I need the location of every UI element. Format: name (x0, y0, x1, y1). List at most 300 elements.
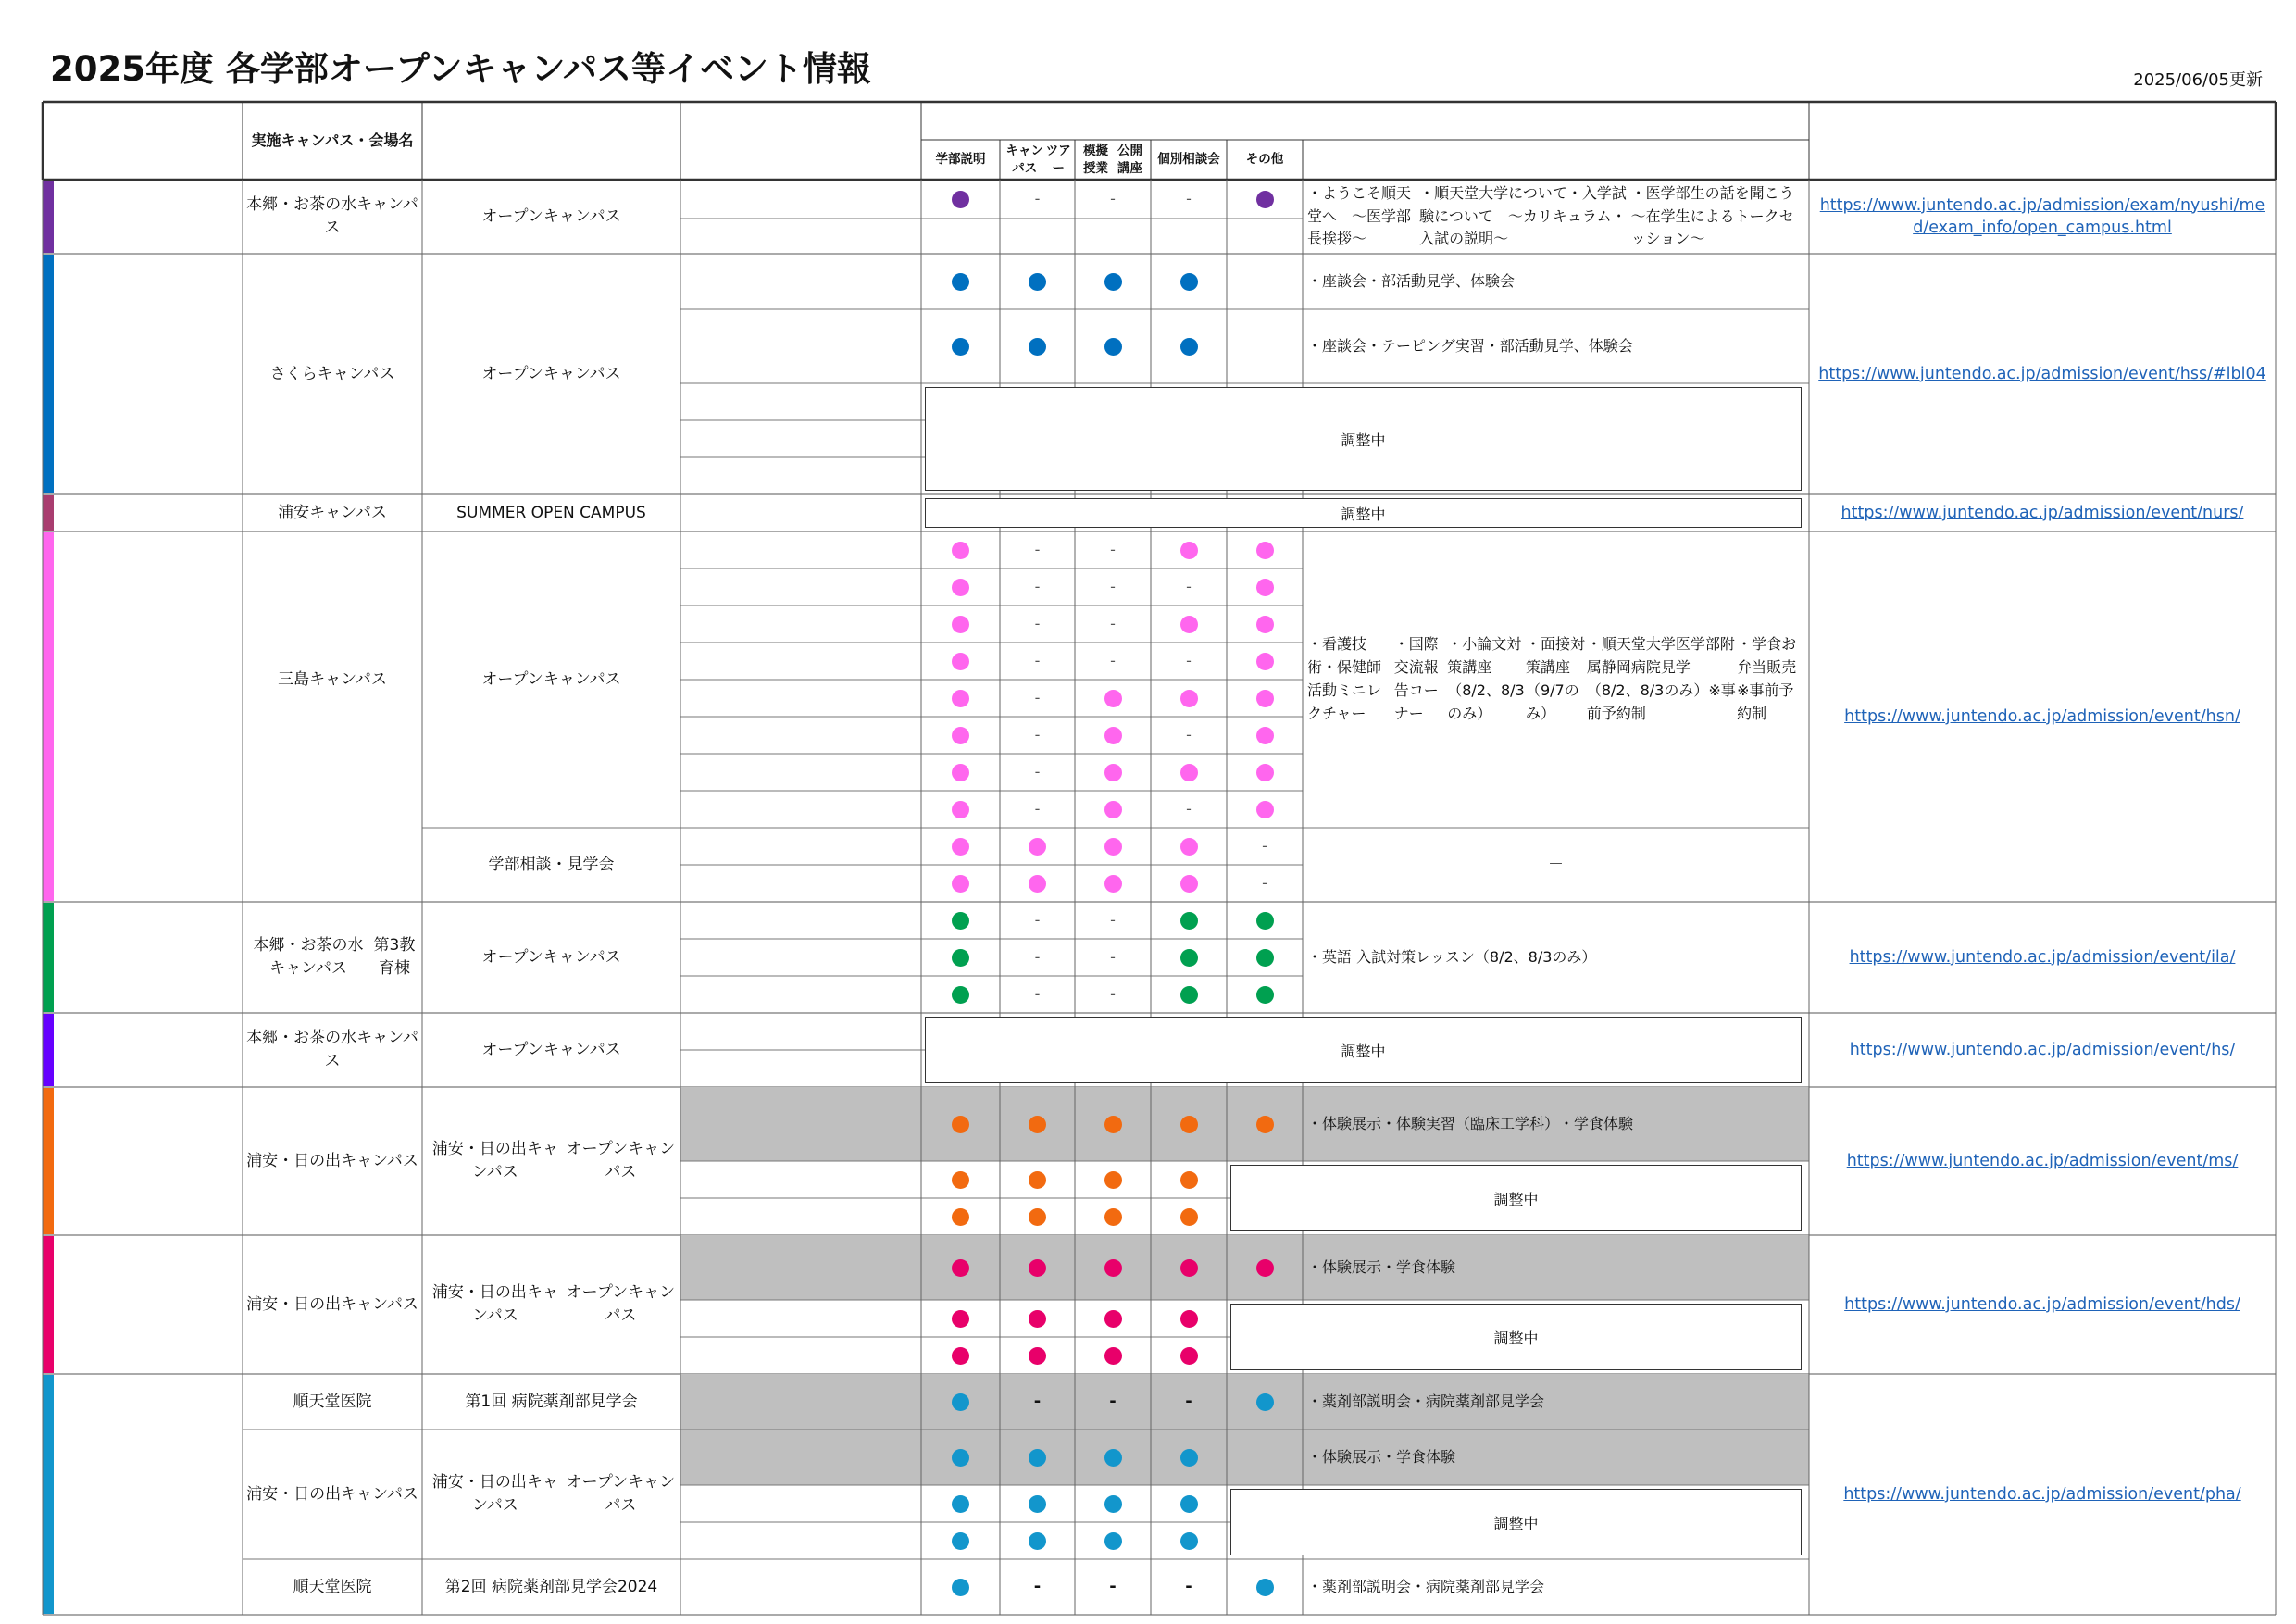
date-cell (680, 828, 921, 865)
event-line: オープンキャンパス (566, 1283, 676, 1325)
pending-notice: 調整中 (925, 1017, 1802, 1083)
program-cell (921, 717, 1000, 754)
program-dot-icon (952, 1532, 969, 1550)
event-cell (422, 531, 680, 828)
program-cell (1000, 902, 1075, 939)
program-dash: - (1186, 726, 1192, 744)
program-detail-cell (1303, 254, 1809, 309)
program-cell (1151, 1235, 1227, 1300)
faculty-color-bar (43, 1088, 54, 1234)
faculty-link-cell (1809, 254, 2276, 494)
program-dot-icon (952, 1449, 969, 1467)
program-detail-line: ・座談会 (1307, 336, 1367, 355)
date-cell (680, 219, 921, 254)
program-dot-icon (1180, 1310, 1198, 1328)
program-detail-line: ・学食お弁当販売 ※事前予約制 (1737, 635, 1797, 722)
program-detail-cell (1303, 1559, 1809, 1615)
program-detail-line: ・テーピング実習 (1366, 336, 1485, 355)
program-cell (921, 643, 1000, 680)
date-cell (680, 254, 921, 309)
faculty-link-cell (1809, 1374, 2276, 1615)
faculty-color-bar (43, 1014, 54, 1086)
date-cell (680, 1559, 921, 1615)
date-cell (680, 939, 921, 976)
program-dot-icon (1029, 273, 1046, 291)
program-cell (1227, 1235, 1303, 1300)
faculty-color-bar (43, 255, 54, 493)
header-event (422, 102, 680, 180)
program-dot-icon (1180, 1208, 1198, 1226)
program-dash: - (1186, 578, 1192, 596)
program-detail-cell (1303, 309, 1809, 383)
program-cell (1000, 791, 1075, 828)
header-faculty (43, 102, 243, 180)
program-cell (1000, 1485, 1075, 1522)
program-cell (1227, 568, 1303, 606)
faculty-link[interactable]: https://www.juntendo.ac.jp/admission/event/hds/ (1844, 1294, 2240, 1314)
program-cell (921, 791, 1000, 828)
faculty-link[interactable]: https://www.juntendo.ac.jp/admission/event/hs/ (1849, 1040, 2236, 1059)
event-cell (422, 902, 680, 1013)
program-cell (921, 1198, 1000, 1235)
program-cell (921, 680, 1000, 717)
program-cell (921, 828, 1000, 865)
campus-line: さくらキャンパス (269, 364, 395, 383)
faculty-name (54, 1235, 243, 1374)
date-cell (680, 1161, 921, 1198)
program-dot-icon (1180, 1347, 1198, 1365)
program-cell (1000, 1300, 1075, 1337)
program-detail-cell (1303, 1235, 1809, 1300)
campus-cell (243, 1087, 422, 1235)
program-cell (1151, 1087, 1227, 1161)
program-cell (1227, 1374, 1303, 1430)
program-dot-icon (1029, 1116, 1046, 1133)
pending-notice: 調整中 (1230, 1489, 1802, 1555)
program-dot-icon (1104, 1208, 1122, 1226)
program-dot-icon (1029, 1171, 1046, 1189)
program-detail-line: － (1548, 855, 1564, 874)
program-cell (1227, 531, 1303, 568)
event-line: 学部相談・見学会 (488, 855, 615, 874)
event-cell (422, 180, 680, 254)
updated-date: 2025/06/05更新 (2133, 70, 2263, 90)
event-line: オープンキャンパス (481, 947, 621, 967)
event-cell (422, 828, 680, 902)
program-dot-icon (1029, 875, 1046, 893)
event-line: オープンキャンパス (566, 1140, 676, 1181)
program-cell (1000, 828, 1075, 865)
program-dot-icon (1256, 542, 1274, 559)
program-cell (1075, 680, 1151, 717)
date-cell (680, 531, 921, 568)
pending-notice: 調整中 (1230, 1304, 1802, 1370)
program-cell (1075, 939, 1151, 976)
date-cell (680, 1050, 921, 1087)
date-cell (680, 494, 921, 531)
program-cell (921, 309, 1000, 383)
program-dot-icon (1256, 1116, 1274, 1133)
program-dot-icon (952, 838, 969, 856)
program-detail-line: ・病院薬剤部見学会 (1411, 1577, 1545, 1595)
campus-line: 順天堂医院 (293, 1577, 372, 1596)
date-cell (680, 1485, 921, 1522)
header-campus-line: 会場名 (368, 131, 414, 150)
program-detail-line: ・体験展示 (1307, 1447, 1382, 1466)
event-cell (422, 1374, 680, 1430)
program-dot-icon (1180, 542, 1198, 559)
program-dash: - (1110, 615, 1116, 633)
program-dash: - (1034, 800, 1041, 818)
program-cell (1075, 643, 1151, 680)
program-cell (1075, 865, 1151, 902)
program-dot-icon (1180, 986, 1198, 1004)
program-dot-icon (1256, 1393, 1274, 1411)
program-detail-cell (1303, 902, 1809, 1013)
faculty-color-bar (43, 903, 54, 1012)
program-cell (1151, 1300, 1227, 1337)
program-dash: - (1034, 190, 1041, 208)
program-dot-icon (952, 1347, 969, 1365)
program-dot-icon (1180, 273, 1198, 291)
header-main-program (921, 102, 1303, 140)
program-detail-line: ・体験展示 (1307, 1114, 1382, 1132)
campus-cell (243, 1374, 422, 1430)
header-other-detail (1303, 102, 1809, 180)
faculty-color-bar (43, 181, 54, 253)
program-dash: - (1186, 800, 1192, 818)
program-cell (1151, 1161, 1227, 1198)
program-dash: - (1034, 911, 1041, 930)
program-cell (1000, 1559, 1075, 1615)
program-detail-line: ・座談会 (1307, 271, 1367, 290)
faculty-link[interactable]: https://www.juntendo.ac.jp/admission/event/pha/ (1843, 1484, 2241, 1504)
program-dot-icon (1180, 690, 1198, 707)
faculty-color-bar (43, 1236, 54, 1373)
program-dot-icon (952, 579, 969, 596)
program-dot-icon (1029, 1495, 1046, 1513)
program-cell (1000, 643, 1075, 680)
faculty-link[interactable]: https://www.juntendo.ac.jp/admission/event/nurs/ (1841, 503, 2244, 522)
date-cell (680, 309, 921, 383)
date-cell (680, 1300, 921, 1337)
date-cell (680, 383, 921, 420)
event-line: オープンキャンパス (481, 669, 621, 689)
program-dash: - (1034, 985, 1041, 1004)
program-cell (1075, 902, 1151, 939)
program-dot-icon (1104, 690, 1122, 707)
program-dot-icon (1180, 1449, 1198, 1467)
date-cell (680, 717, 921, 754)
event-line: オープンキャンパス (481, 364, 621, 383)
program-dot-icon (1104, 338, 1122, 356)
date-cell (680, 902, 921, 939)
faculty-name (54, 1087, 243, 1235)
program-cell (1151, 1337, 1227, 1374)
program-dot-icon (1180, 1532, 1198, 1550)
program-dot-icon (952, 1495, 969, 1513)
date-cell (680, 791, 921, 828)
program-cell (1075, 1485, 1151, 1522)
program-cell (1075, 568, 1151, 606)
faculty-link-cell (1809, 531, 2276, 902)
program-dot-icon (1256, 1579, 1274, 1596)
event-cell (422, 1235, 680, 1374)
program-detail-cell (1303, 1430, 1809, 1485)
program-dot-icon (1104, 801, 1122, 818)
program-dot-icon (1180, 764, 1198, 781)
program-detail-line: ・薬剤部説明会 (1307, 1392, 1412, 1410)
program-dash: - (1034, 578, 1041, 596)
program-cell (921, 1235, 1000, 1300)
header-program-line: キャンパス (1005, 144, 1044, 176)
program-cell (1227, 680, 1303, 717)
date-cell (680, 457, 921, 494)
campus-line: 浦安・日の出キャンパス (246, 1294, 418, 1314)
program-detail-line: ・薬剤部説明会 (1307, 1577, 1412, 1595)
program-detail-line: ・学食体験 (1559, 1114, 1634, 1132)
program-dot-icon (1104, 1310, 1122, 1328)
program-cell (1000, 568, 1075, 606)
program-detail-line: ・英語 入試対策レッスン（8/2、8/3のみ） (1307, 947, 1597, 966)
program-cell (921, 1522, 1000, 1559)
program-cell (1227, 180, 1303, 219)
program-dash: - (1185, 1576, 1192, 1596)
pending-notice: 調整中 (925, 498, 1802, 528)
program-dot-icon (1256, 727, 1274, 744)
program-dot-icon (1256, 191, 1274, 208)
date-cell (680, 180, 921, 219)
program-cell (1227, 254, 1303, 309)
program-cell (1000, 1522, 1075, 1559)
pending-notice: 調整中 (1230, 1165, 1802, 1231)
program-cell (1151, 254, 1227, 309)
faculty-name (54, 494, 243, 531)
program-cell (1075, 1235, 1151, 1300)
event-line: 第1回 病院薬剤部見学会 (465, 1392, 638, 1411)
program-dot-icon (952, 1171, 969, 1189)
date-cell (680, 865, 921, 902)
program-cell (1000, 976, 1075, 1013)
event-cell (422, 1559, 680, 1615)
header-program-line: ツアー (1045, 144, 1071, 176)
program-detail-cell (1303, 1374, 1809, 1430)
event-line: SUMMER OPEN CAMPUS (456, 503, 646, 522)
program-cell (1151, 531, 1227, 568)
program-dash: - (1034, 652, 1041, 670)
header-date (680, 102, 921, 180)
date-cell (680, 976, 921, 1013)
program-cell (921, 531, 1000, 568)
program-cell (1151, 180, 1227, 219)
date-cell (680, 606, 921, 643)
program-dot-icon (1256, 801, 1274, 818)
program-cell (1075, 180, 1151, 219)
program-dot-icon (1104, 1449, 1122, 1467)
program-dot-icon (952, 690, 969, 707)
program-cell (1075, 828, 1151, 865)
event-line: 浦安・日の出キャンパス (431, 1473, 558, 1515)
program-cell (1151, 828, 1227, 865)
program-cell (1151, 939, 1227, 976)
program-cell (1000, 309, 1075, 383)
program-detail-cell (1303, 1087, 1809, 1161)
program-cell (921, 939, 1000, 976)
program-dot-icon (1256, 1259, 1274, 1277)
date-cell (680, 1087, 921, 1161)
program-detail-line: ・順天堂大学医学部附属静岡病院見学（8/2、8/3のみ）※事前予約制 (1586, 635, 1736, 722)
date-cell (680, 420, 921, 457)
program-cell (1075, 1087, 1151, 1161)
program-cell (1000, 180, 1075, 219)
program-dot-icon (1256, 949, 1274, 967)
program-dot-icon (952, 727, 969, 744)
faculty-link-cell (1809, 494, 2276, 531)
program-dot-icon (1180, 1116, 1198, 1133)
program-dash: - (1109, 1391, 1117, 1411)
program-cell (1151, 643, 1227, 680)
page-title: 2025年度 各学部オープンキャンパス等イベント情報 (50, 49, 871, 89)
pending-notice: 調整中 (925, 387, 1802, 491)
program-dot-icon (1029, 1347, 1046, 1365)
faculty-link[interactable]: https://www.juntendo.ac.jp/admission/event/hsn/ (1844, 706, 2240, 726)
program-cell (1000, 606, 1075, 643)
program-detail-line: ・看護技術・保健師活動ミニレクチャー (1307, 635, 1382, 722)
program-dot-icon (952, 338, 969, 356)
faculty-link[interactable]: https://www.juntendo.ac.jp/admission/event/ila/ (1849, 947, 2236, 967)
program-cell (1227, 717, 1303, 754)
program-cell (1227, 1559, 1303, 1615)
campus-cell (243, 902, 422, 1013)
faculty-link[interactable]: https://www.juntendo.ac.jp/admission/event/ms/ (1846, 1151, 2239, 1170)
campus-cell (243, 1559, 422, 1615)
program-dot-icon (952, 764, 969, 781)
program-cell (1227, 754, 1303, 791)
header-program-4 (1227, 140, 1303, 180)
header-program-0 (921, 140, 1000, 180)
program-cell (1075, 754, 1151, 791)
program-dot-icon (1104, 1532, 1122, 1550)
campus-line: 浦安・日の出キャンパス (246, 1484, 418, 1504)
program-cell (1075, 1522, 1151, 1559)
campus-cell (243, 531, 422, 828)
program-cell (1227, 791, 1303, 828)
campus-line: 本郷・お茶の水キャンパス (246, 195, 418, 237)
program-cell (1227, 828, 1303, 865)
program-dot-icon (1029, 1449, 1046, 1467)
program-dot-icon (1256, 690, 1274, 707)
header-program-line: その他 (1245, 152, 1284, 168)
campus-cell (243, 1013, 422, 1087)
program-detail-cell (1303, 828, 1809, 902)
faculty-link-cell (1809, 902, 2276, 1013)
program-dot-icon (1180, 616, 1198, 633)
program-dot-icon (952, 1259, 969, 1277)
program-dash: - (1034, 948, 1041, 967)
header-campus (243, 102, 422, 180)
date-cell (680, 1198, 921, 1235)
faculty-link[interactable]: https://www.juntendo.ac.jp/admission/exam/nyushi/med/exam_info/open_campus.html (1819, 195, 2265, 237)
program-detail-line: ・小論文対策講座（8/2、8/3のみ） (1447, 635, 1525, 722)
header-program-line: 模擬授業 (1083, 144, 1108, 176)
program-cell (1151, 1559, 1227, 1615)
program-dot-icon (1180, 949, 1198, 967)
program-cell (1151, 791, 1227, 828)
program-dot-icon (1029, 1310, 1046, 1328)
program-cell (1075, 1300, 1151, 1337)
program-dot-icon (1029, 1259, 1046, 1277)
faculty-link-cell (1809, 180, 2276, 254)
program-dot-icon (1256, 579, 1274, 596)
program-dot-icon (952, 986, 969, 1004)
program-cell (921, 568, 1000, 606)
event-cell (422, 1087, 680, 1235)
faculty-color-bar (43, 495, 54, 531)
program-cell (1000, 1337, 1075, 1374)
event-line: オープンキャンパス (481, 1040, 621, 1059)
program-cell (921, 254, 1000, 309)
program-dash: - (1110, 541, 1116, 559)
program-cell (921, 1374, 1000, 1430)
program-dot-icon (1256, 764, 1274, 781)
campus-cell (243, 1235, 422, 1374)
faculty-link[interactable]: https://www.juntendo.ac.jp/admission/event/hss/#lbl04 (1818, 364, 2266, 383)
program-dot-icon (952, 542, 969, 559)
event-cell (422, 494, 680, 531)
faculty-link-cell (1809, 1235, 2276, 1374)
program-cell (1151, 717, 1227, 754)
program-cell (1075, 606, 1151, 643)
program-detail-line: ・体験展示 (1307, 1257, 1382, 1276)
date-cell (680, 754, 921, 791)
event-cell (422, 1013, 680, 1087)
date-cell (680, 643, 921, 680)
program-cell (1000, 531, 1075, 568)
program-dot-icon (1104, 1347, 1122, 1365)
program-cell (1000, 1430, 1075, 1485)
faculty-link-cell (1809, 1087, 2276, 1235)
program-detail-line: ・部活動見学、体験会 (1484, 336, 1633, 355)
program-dash: - (1034, 763, 1041, 781)
faculty-color-bar (43, 532, 54, 901)
program-dot-icon (1256, 986, 1274, 1004)
program-cell (1000, 680, 1075, 717)
program-cell (1227, 976, 1303, 1013)
program-cell (1151, 1485, 1227, 1522)
program-detail-line: ・順天堂大学について・入学試験について ～カリキュラム・入試の説明～ (1419, 183, 1627, 248)
program-cell (921, 902, 1000, 939)
header-program-line: 相談会 (1182, 152, 1220, 168)
program-dot-icon (1256, 616, 1274, 633)
program-dash: - (1110, 911, 1116, 930)
program-dash: - (1262, 837, 1267, 856)
program-dash: - (1034, 689, 1041, 707)
campus-line: 順天堂医院 (293, 1392, 372, 1411)
faculty-link-cell (1809, 1013, 2276, 1087)
program-detail-line: ・国際交流報告コーナー (1393, 635, 1439, 722)
header-program-1 (1000, 140, 1075, 180)
program-cell (1075, 1430, 1151, 1485)
event-line: 浦安・日の出キャンパス (431, 1140, 558, 1181)
program-dot-icon (952, 1116, 969, 1133)
program-dot-icon (1256, 912, 1274, 930)
program-cell (1151, 902, 1227, 939)
program-dash: - (1186, 652, 1192, 670)
header-program-line: 学部説明 (935, 152, 986, 168)
program-dot-icon (952, 1579, 969, 1596)
program-cell (1075, 1161, 1151, 1198)
event-line: 第2回 病院薬剤部見学会2024 (444, 1577, 658, 1596)
